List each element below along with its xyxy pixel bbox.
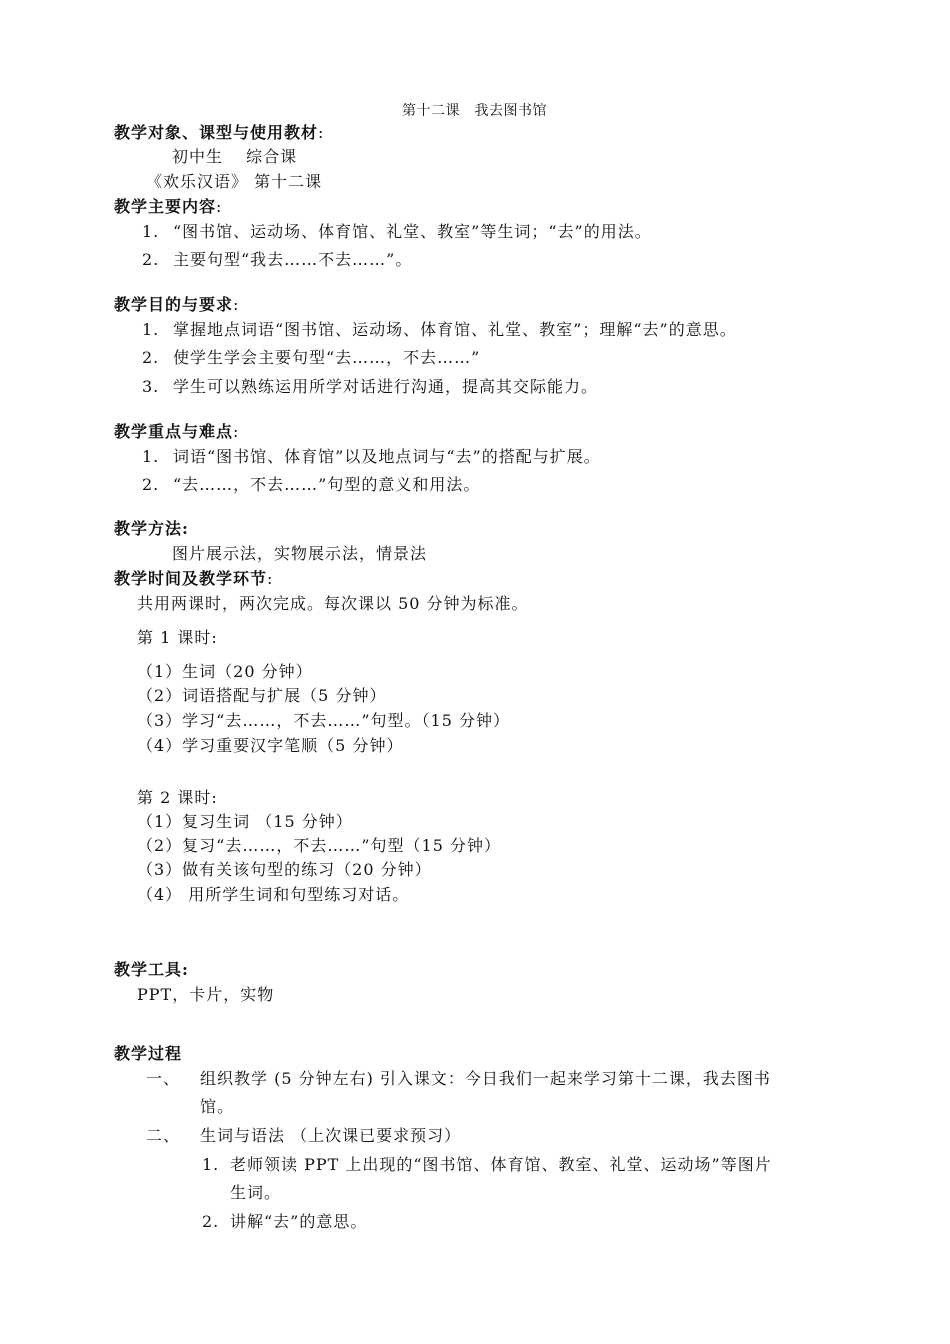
process-step-2-item-2-line-1: 讲解“去”的意思。 [230, 1212, 368, 1231]
section-heading-keypoints [114, 422, 239, 442]
item-text: 学生可以熟练运用所学对话进行沟通，提高其交际能力。 [173, 377, 599, 396]
section-heading-process: 教学过程 [114, 1044, 183, 1063]
item-number: 1. [142, 447, 160, 466]
item-text: “去……，不去……”句型的意义和用法。 [173, 475, 481, 494]
item-text: 掌握地点词语“图书馆、运动场、体育馆、礼堂、教室”；理解“去”的意思。 [173, 320, 737, 339]
section-heading-tools [114, 960, 189, 980]
methods-line-1: 图片展示法，实物展示法，情景法 [172, 544, 428, 563]
process-step-1-line-2: 馆。 [200, 1097, 235, 1116]
period-1-item-1: （1）生词（20 分钟） [137, 662, 313, 681]
heading-text: 教学主要内容 [114, 197, 217, 216]
item-text: 主要句型“我去……不去……”。 [173, 250, 413, 269]
section-heading-goals [114, 295, 239, 315]
goals-item-1 [142, 320, 737, 340]
item-number: 2. [142, 348, 160, 367]
heading-colon: : [318, 123, 325, 142]
heading-colon: : [233, 422, 240, 441]
process-step-2-item-1-number: 1. [202, 1155, 220, 1174]
heading-text: 教学重点与难点 [114, 422, 234, 441]
process-step-1-line-1: 组织教学 (5 分钟左右) 引入课文：今日我们一起来学习第十二课，我去图书 [200, 1069, 771, 1088]
goals-item-3 [142, 377, 598, 397]
goals-item-2 [142, 348, 480, 368]
schedule-intro: 共用两课时，两次完成。每次课以 50 分钟为标准。 [137, 594, 529, 613]
period-2-item-4: （4） 用所学生词和句型练习对话。 [137, 885, 410, 904]
heading-text: 教学工具 [114, 960, 183, 979]
heading-text: 教学对象、课型与使用教材 [114, 123, 319, 142]
heading-colon: : [216, 197, 223, 216]
period-1-item-4: （4）学习重要汉字笔顺（5 分钟） [137, 736, 404, 755]
keypoints-item-2 [142, 475, 480, 495]
period-1-label: 第 1 课时: [137, 628, 218, 647]
heading-colon: : [233, 295, 240, 314]
tools-line-1: PPT，卡片，实物 [137, 985, 275, 1004]
process-step-2-item-1-line-1: 老师领读 PPT 上出现的“图书馆、体育馆、教室、礼堂、运动场”等图片 [230, 1155, 772, 1174]
process-step-2-text: 生词与语法 （上次课已要求预习） [200, 1126, 462, 1145]
objects-line-1: 初中生 综合课 [172, 147, 298, 166]
item-number: 1. [142, 222, 160, 241]
item-text: 使学生学会主要句型“去……，不去……” [173, 348, 481, 367]
period-2-item-1: （1）复习生词 （15 分钟） [137, 812, 353, 831]
heading-text: 教学方法 [114, 519, 183, 538]
keypoints-item-1 [142, 447, 601, 467]
item-number: 2. [142, 475, 160, 494]
item-number: 3. [142, 377, 160, 396]
heading-text: 教学时间及教学环节 [114, 569, 268, 588]
section-heading-methods [114, 519, 189, 539]
period-2-item-2: （2）复习“去……，不去……”句型（15 分钟） [137, 836, 501, 855]
content-item-2 [142, 250, 412, 270]
process-step-2-item-2-number: 2. [202, 1212, 220, 1231]
section-heading-schedule [114, 569, 273, 589]
heading-colon: : [182, 960, 189, 979]
process-step-1-number: 一、 [146, 1069, 181, 1088]
item-number: 2. [142, 250, 160, 269]
process-step-2-item-1-line-2: 生词。 [230, 1183, 282, 1202]
item-text: 词语“图书馆、体育馆”以及地点词与“去”的搭配与扩展。 [173, 447, 601, 466]
period-1-item-3: （3）学习“去……，不去……”句型。（15 分钟） [137, 711, 510, 730]
item-number: 1. [142, 320, 160, 339]
heading-colon: : [267, 569, 274, 588]
process-step-2-number: 二、 [146, 1126, 181, 1145]
content-item-1 [142, 222, 652, 242]
period-2-label: 第 2 课时: [137, 788, 218, 807]
period-1-item-2: （2）词语搭配与扩展（5 分钟） [137, 686, 387, 705]
period-2-item-3: （3）做有关该句型的练习（20 分钟） [137, 860, 432, 879]
page-title: 第十二课 我去图书馆 [402, 103, 547, 119]
item-text: “图书馆、运动场、体育馆、礼堂、教室”等生词；“去”的用法。 [173, 222, 652, 241]
objects-line-2: 《欢乐汉语》 第十二课 [146, 172, 323, 191]
heading-text: 教学目的与要求 [114, 295, 234, 314]
heading-colon: : [182, 519, 189, 538]
section-heading-content [114, 197, 222, 217]
section-heading-objects [114, 123, 324, 143]
